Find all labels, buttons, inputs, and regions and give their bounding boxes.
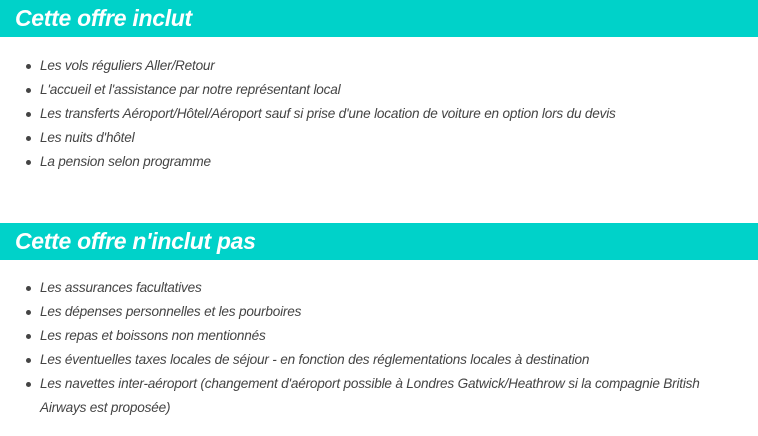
list-item: Les assurances facultatives (40, 276, 730, 300)
included-list (0, 54, 730, 174)
excluded-list (0, 276, 730, 420)
list-item: Les transferts Aéroport/Hôtel/Aéroport sauf si prise d'une location de voiture en option lors du devis (40, 102, 730, 126)
excluded-section-header: Cette offre n'inclut pas (0, 223, 758, 260)
list-item: Les éventuelles taxes locales de séjour - en fonction des réglementations locales à destination (40, 348, 730, 372)
list-item: Les dépenses personnelles et les pourboires (40, 300, 730, 324)
list-item: L'accueil et l'assistance par notre représentant local (40, 78, 730, 102)
list-item: Les navettes inter-aéroport (changement d'aéroport possible à Londres Gatwick/Heathrow si la compagnie British Airways est proposée) (40, 372, 730, 420)
list-item: Les nuits d'hôtel (40, 126, 730, 150)
included-section-header: Cette offre inclut (0, 0, 758, 37)
list-item: La pension selon programme (40, 150, 730, 174)
list-item: Les vols réguliers Aller/Retour (40, 54, 730, 78)
list-item: Les repas et boissons non mentionnés (40, 324, 730, 348)
